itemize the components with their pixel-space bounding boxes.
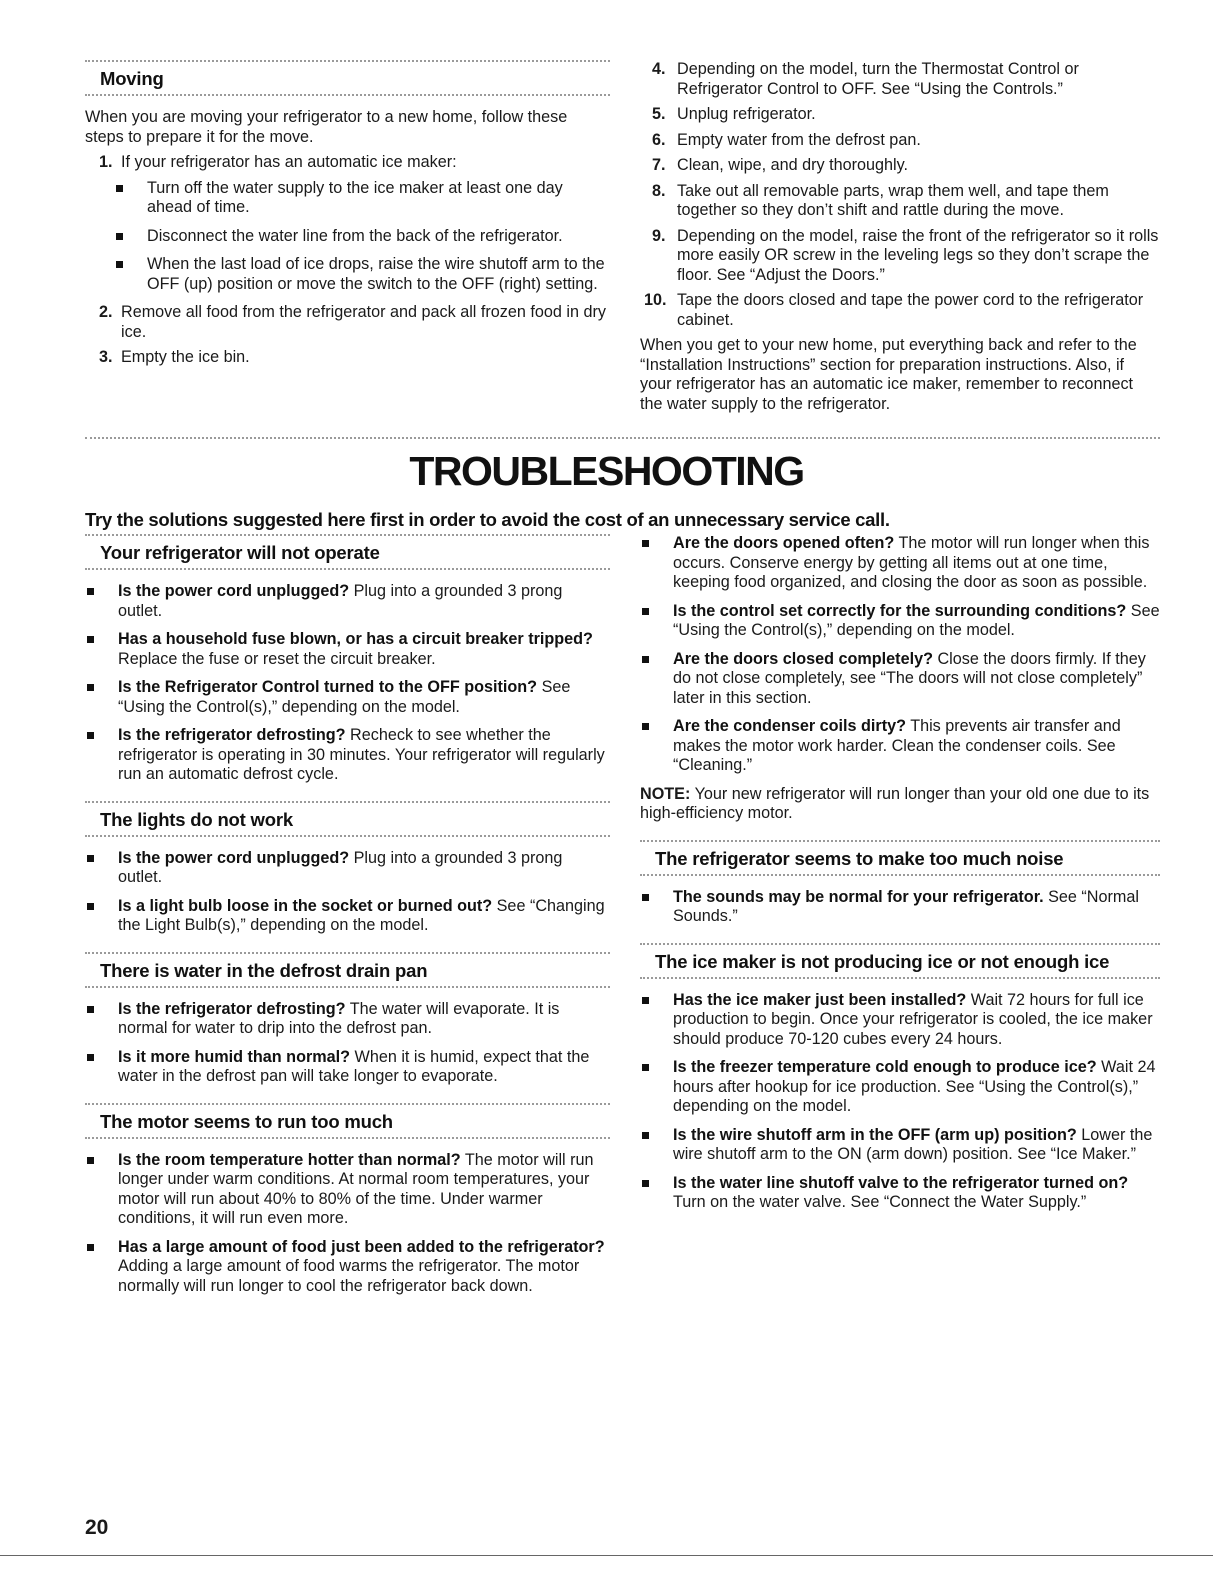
question: Is the refrigerator defrosting? bbox=[118, 726, 346, 744]
bullet-square-icon bbox=[642, 894, 649, 901]
step-text: Take out all removable parts, wrap them well, and tape them together so they don’t shift and rattle during the move. bbox=[677, 181, 1109, 219]
step-number: 5. bbox=[652, 105, 666, 123]
troubleshooting-right-column bbox=[640, 534, 1160, 1222]
moving-step bbox=[640, 227, 1160, 286]
troubleshooting-item bbox=[85, 849, 610, 888]
bullet-text: Disconnect the water line from the back of the refrigerator. bbox=[147, 226, 563, 245]
bullet-square-icon bbox=[87, 1157, 94, 1164]
troubleshooting-item bbox=[640, 1058, 1160, 1117]
question: Is the Refrigerator Control turned to the OFF position? bbox=[118, 678, 538, 696]
step-number: 1. bbox=[99, 153, 113, 171]
troubleshooting-item bbox=[640, 1174, 1160, 1213]
moving-step bbox=[640, 105, 1160, 125]
troubleshooting-item bbox=[640, 991, 1160, 1050]
troubleshooting-left-column bbox=[85, 534, 610, 1305]
moving-step bbox=[640, 156, 1160, 176]
water-header bbox=[85, 952, 610, 988]
step-number: 4. bbox=[652, 60, 666, 78]
answer: Turn on the water valve. See “Connect the Water Supply.” bbox=[673, 1193, 1087, 1211]
step-text: Clean, wipe, and dry thoroughly. bbox=[677, 156, 908, 174]
answer: Plug into a grounded 3 prong outlet. bbox=[118, 848, 563, 886]
troubleshooting-item bbox=[85, 897, 610, 936]
answer: The water will evaporate. It is normal for water to drip into the defrost pan. bbox=[118, 999, 560, 1037]
troubleshooting-intro: Try the solutions suggested here first in order to avoid the cost of an unnecessary service call. bbox=[85, 509, 890, 530]
answer: Adding a large amount of food warms the refrigerator. The motor normally will run longer to cool the refrigerator back down. bbox=[118, 1257, 580, 1295]
answer: This prevents air transfer and makes the motor work harder. Clean the condenser coils. See “Cleaning.” bbox=[673, 717, 1121, 774]
motor-heading: The motor seems to run too much bbox=[100, 1110, 393, 1132]
step-text: Empty the ice bin. bbox=[121, 348, 250, 366]
bullet-square-icon bbox=[87, 588, 94, 595]
question: Are the doors opened often? bbox=[673, 534, 895, 552]
moving-sub-bullet bbox=[85, 179, 610, 218]
answer: Close the doors firmly. If they do not close completely, see “The doors will not close completely” later in this section. bbox=[673, 649, 1146, 707]
question: Is the power cord unplugged? bbox=[118, 582, 350, 600]
bullet-square-icon bbox=[642, 1180, 649, 1187]
moving-sub-bullet bbox=[85, 255, 610, 294]
question: Are the doors closed completely? bbox=[673, 649, 933, 668]
bullet-square-icon bbox=[642, 1132, 649, 1139]
bullet-square-icon bbox=[87, 1054, 94, 1061]
moving-sub-bullet bbox=[85, 227, 610, 247]
lights-header bbox=[85, 801, 610, 837]
question: Is the wire shutoff arm in the OFF (arm up) position? bbox=[673, 1125, 1077, 1144]
water-heading: There is water in the defrost drain pan bbox=[100, 959, 428, 981]
section-divider bbox=[85, 437, 1160, 439]
question: Is it more humid than normal? bbox=[118, 1047, 351, 1066]
question: Is the water line shutoff valve to the refrigerator turned on? bbox=[673, 1173, 1129, 1192]
answer: The motor will run longer under warm conditions. At normal room temperatures, your motor will run about 40% to 80% of the time. Under warmer conditions, it will run even more. bbox=[118, 1150, 594, 1227]
moving-step bbox=[640, 291, 1160, 330]
troubleshooting-item bbox=[85, 678, 610, 717]
bullet-square-icon bbox=[116, 261, 123, 268]
bullet-square-icon bbox=[87, 1006, 94, 1013]
step-text: Depending on the model, turn the Thermostat Control or Refrigerator Control to OFF. See “Using the Controls.” bbox=[677, 60, 1079, 98]
bullet-square-icon bbox=[642, 723, 649, 730]
bullet-square-icon bbox=[642, 540, 649, 547]
moving-step bbox=[640, 131, 1160, 151]
question: Are the condenser coils dirty? bbox=[673, 717, 906, 735]
troubleshooting-item bbox=[85, 630, 610, 669]
question: Is the refrigerator defrosting? bbox=[118, 999, 346, 1018]
page-title: TROUBLESHOOTING bbox=[409, 448, 804, 494]
question: The sounds may be normal for your refrigerator. bbox=[673, 887, 1044, 906]
answer: See “Changing the Light Bulb(s),” depending on the model. bbox=[118, 896, 605, 934]
answer: Plug into a grounded 3 prong outlet. bbox=[118, 582, 563, 620]
page-number: 20 bbox=[85, 1516, 109, 1539]
question: Is the control set correctly for the surrounding conditions? bbox=[673, 601, 1127, 620]
moving-step bbox=[640, 60, 1160, 99]
bullet-square-icon bbox=[87, 684, 94, 691]
bullet-square-icon bbox=[87, 732, 94, 739]
troubleshooting-item bbox=[85, 1048, 610, 1087]
step-text: Unplug refrigerator. bbox=[677, 105, 816, 123]
bullet-square-icon bbox=[642, 997, 649, 1004]
answer: When it is humid, expect that the water in the defrost pan will take longer to evaporate. bbox=[118, 1047, 590, 1085]
answer: See “Using the Control(s),” depending on the model. bbox=[673, 601, 1160, 639]
answer: Lower the wire shutoff arm to the ON (arm down) position. See “Ice Maker.” bbox=[673, 1125, 1153, 1163]
note-label: NOTE: bbox=[640, 784, 691, 803]
troubleshooting-item bbox=[85, 1000, 610, 1039]
bullet-square-icon bbox=[116, 185, 123, 192]
troubleshooting-item bbox=[85, 726, 610, 785]
step-text: Tape the doors closed and tape the power cord to the refrigerator cabinet. bbox=[677, 291, 1144, 329]
bullet-text: Turn off the water supply to the ice maker at least one day ahead of time. bbox=[147, 178, 563, 216]
question: Is the power cord unplugged? bbox=[118, 848, 350, 867]
not-operate-header bbox=[85, 534, 610, 570]
step-text: If your refrigerator has an automatic ice maker: bbox=[121, 153, 457, 171]
step-number: 3. bbox=[99, 348, 113, 366]
answer: Recheck to see whether the refrigerator is operating in 30 minutes. Your refrigerator will regularly run an automatic defrost cycle. bbox=[118, 726, 605, 783]
bullet-square-icon bbox=[116, 233, 123, 240]
bottom-rule bbox=[0, 1555, 1213, 1556]
step-text: Empty water from the defrost pan. bbox=[677, 130, 921, 149]
answer: The motor will run longer when this occurs. Conserve energy by getting all items out at one time, keeping food organized, and closing the door as soon as possible. bbox=[673, 534, 1150, 591]
bullet-square-icon bbox=[87, 1244, 94, 1251]
step-text: Remove all food from the refrigerator and pack all frozen food in dry ice. bbox=[121, 303, 606, 341]
bullet-square-icon bbox=[87, 855, 94, 862]
bullet-square-icon bbox=[87, 636, 94, 643]
question: Is the room temperature hotter than normal? bbox=[118, 1150, 461, 1169]
answer: Wait 72 hours for full ice production to begin. Once your refrigerator is cooled, the ice maker should produce 70-120 cubes every 24 hours. bbox=[673, 990, 1153, 1048]
noise-header bbox=[640, 840, 1160, 876]
not-operate-heading: Your refrigerator will not operate bbox=[100, 542, 380, 563]
troubleshooting-item bbox=[85, 1238, 610, 1297]
question: Is a light bulb loose in the socket or burned out? bbox=[118, 896, 493, 915]
step-number: 7. bbox=[652, 156, 666, 174]
moving-step bbox=[85, 348, 610, 368]
bullet-square-icon bbox=[642, 1064, 649, 1071]
icemaker-header bbox=[640, 943, 1160, 979]
troubleshooting-item bbox=[640, 717, 1160, 776]
bullet-text: When the last load of ice drops, raise the wire shutoff arm to the OFF (up) position or move the switch to the OFF (right) setting. bbox=[147, 255, 605, 293]
icemaker-heading: The ice maker is not producing ice or not enough ice bbox=[655, 950, 1110, 972]
bullet-square-icon bbox=[642, 608, 649, 615]
answer: See “Normal Sounds.” bbox=[673, 887, 1139, 925]
step-number: 9. bbox=[652, 226, 666, 245]
note bbox=[640, 785, 1160, 824]
motor-header bbox=[85, 1103, 610, 1139]
moving-step bbox=[640, 182, 1160, 221]
answer: See “Using the Control(s),” depending on the model. bbox=[118, 678, 571, 716]
lights-heading: The lights do not work bbox=[100, 808, 293, 830]
step-number: 8. bbox=[652, 181, 666, 200]
moving-step bbox=[85, 153, 610, 173]
moving-right-column bbox=[640, 60, 1160, 414]
question: Has a household fuse blown, or has a circuit breaker tripped? bbox=[118, 630, 593, 648]
bullet-square-icon bbox=[87, 903, 94, 910]
moving-heading: Moving bbox=[100, 68, 164, 89]
question: Is the freezer temperature cold enough to produce ice? bbox=[673, 1058, 1097, 1076]
troubleshooting-item bbox=[85, 1151, 610, 1229]
troubleshooting-item bbox=[85, 582, 610, 621]
moving-left-column bbox=[85, 60, 610, 374]
step-number: 6. bbox=[652, 130, 666, 149]
troubleshooting-item bbox=[640, 1126, 1160, 1165]
troubleshooting-item bbox=[640, 888, 1160, 927]
troubleshooting-item bbox=[640, 602, 1160, 641]
moving-intro: When you are moving your refrigerator to a new home, follow these steps to prepare it for the move. bbox=[85, 108, 568, 146]
step-number: 2. bbox=[99, 303, 113, 321]
moving-section-header bbox=[85, 60, 610, 96]
step-number: 10. bbox=[644, 291, 667, 309]
moving-step bbox=[85, 303, 610, 342]
troubleshooting-item bbox=[640, 650, 1160, 709]
bullet-square-icon bbox=[642, 656, 649, 663]
step-text: Depending on the model, raise the front of the refrigerator so it rolls more easily OR screw in the leveling legs so they don’t scrape the floor. See “Adjust the Doors.” bbox=[677, 226, 1159, 284]
question: Has a large amount of food just been added to the refrigerator? bbox=[118, 1237, 605, 1256]
troubleshooting-item bbox=[640, 534, 1160, 593]
moving-closing: When you get to your new home, put everything back and refer to the “Installation Instructions” section for preparation instructions. Also, if your refrigerator has an automatic ice maker, remember to reconnect the water supply to the refrigerator. bbox=[640, 336, 1137, 413]
answer: Replace the fuse or reset the circuit breaker. bbox=[118, 649, 436, 668]
note-text: Your new refrigerator will run longer than your old one due to its high-efficiency motor. bbox=[640, 784, 1150, 822]
noise-heading: The refrigerator seems to make too much noise bbox=[655, 847, 1064, 869]
question: Has the ice maker just been installed? bbox=[673, 990, 967, 1009]
answer: Wait 24 hours after hookup for ice production. See “Using the Control(s),” depending on the model. bbox=[673, 1058, 1156, 1115]
